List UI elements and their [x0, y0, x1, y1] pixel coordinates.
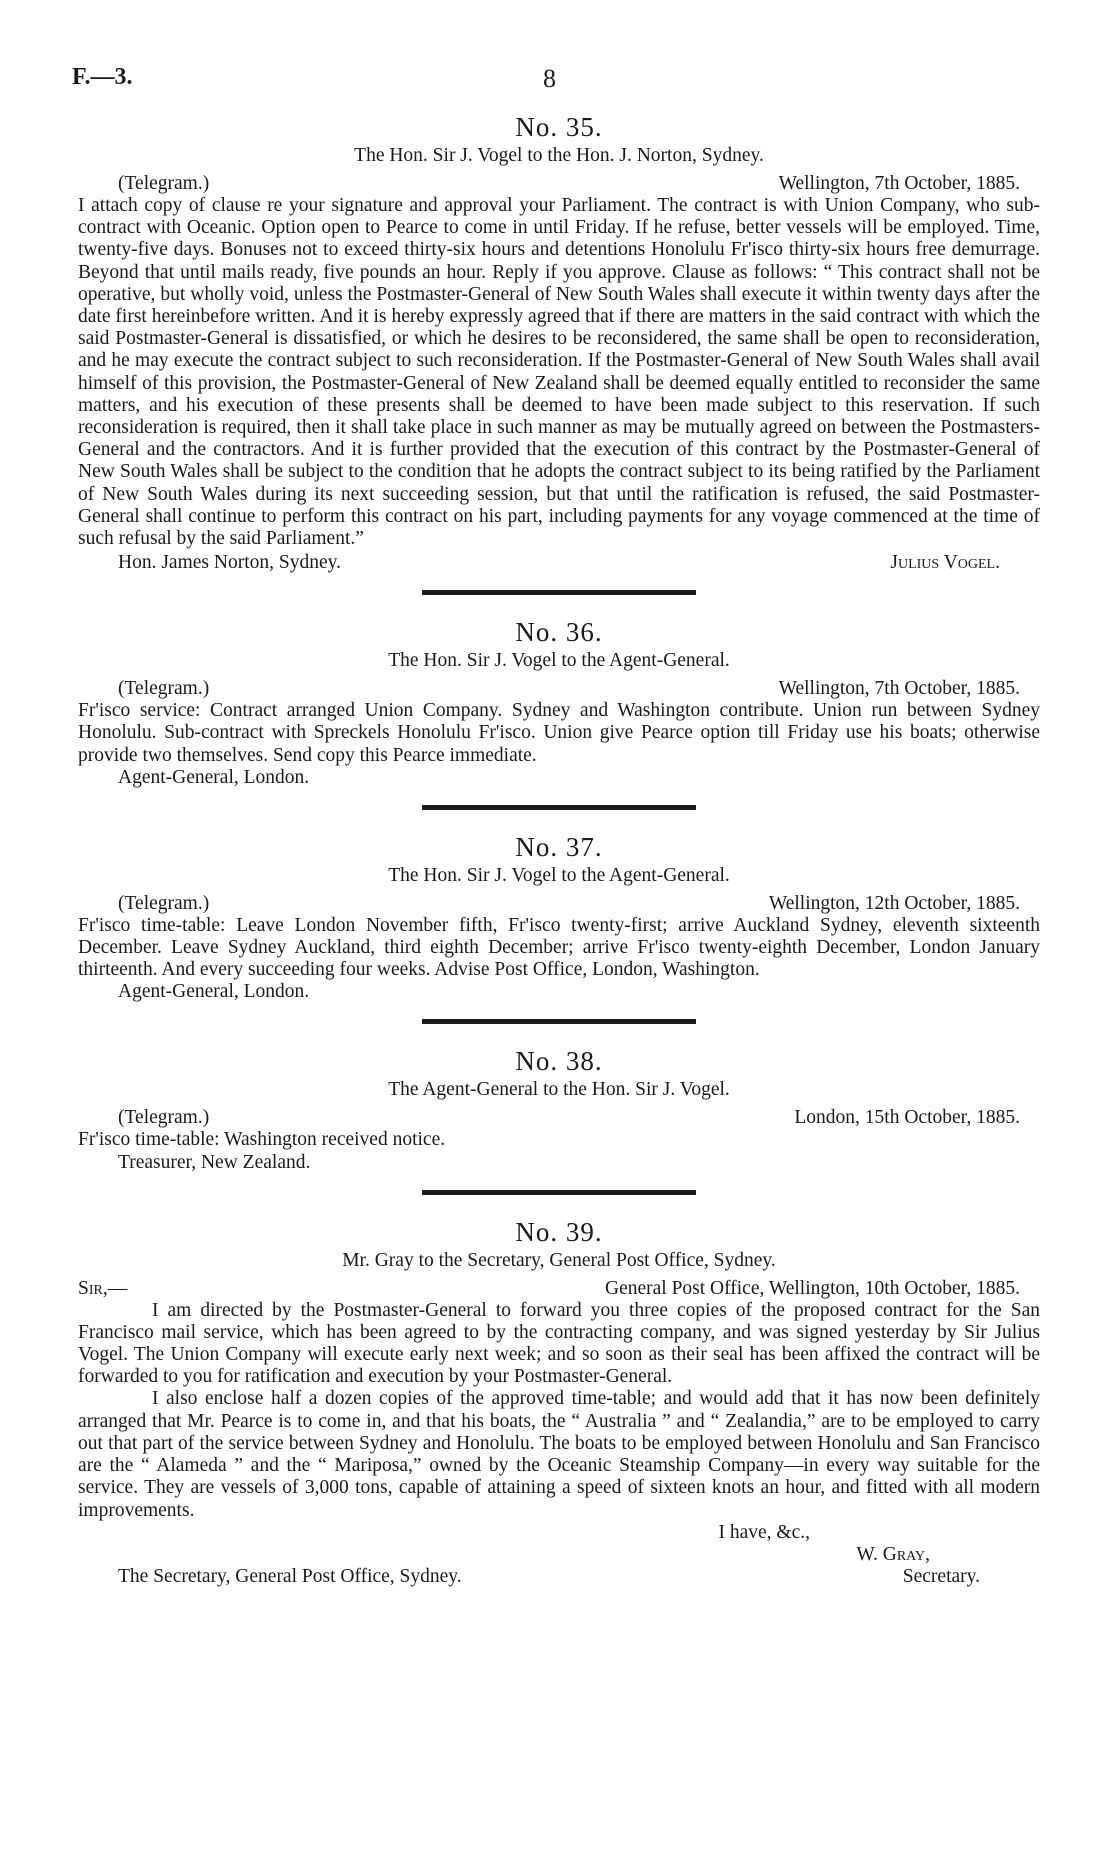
letter-place-date: London, 15th October, 1885.	[794, 1107, 1020, 1129]
page-content	[78, 108, 1040, 1588]
letter-36	[78, 617, 1040, 789]
letter-place-date: Wellington, 12th October, 1885.	[768, 892, 1020, 914]
letter-meta	[78, 173, 1040, 195]
letter-meta	[78, 1107, 1040, 1129]
letter-addressee: Hon. James Norton, Sydney.	[118, 552, 341, 574]
letter-place-date: Wellington, 7th October, 1885.	[778, 173, 1020, 194]
letter-subtitle: Mr. Gray to the Secretary, General Post Office, Sydney.	[342, 1249, 776, 1271]
signer-row	[78, 1544, 1040, 1566]
letter-signature: Julius Vogel.	[890, 552, 1000, 574]
letter-footer	[78, 552, 1040, 574]
letter-meta	[78, 678, 1040, 700]
letter-subtitle: The Hon. Sir J. Vogel to the Agent-General.	[388, 864, 730, 886]
letter-place-date: Wellington, 7th October, 1885.	[778, 678, 1020, 700]
letter-subtitle: The Hon. Sir J. Vogel to the Agent-General.	[388, 650, 730, 672]
letter-kind: (Telegram.)	[118, 678, 210, 700]
letter-kind: (Telegram.)	[118, 892, 210, 914]
letter-39	[78, 1217, 1040, 1588]
letter-kind: (Telegram.)	[118, 1107, 210, 1129]
letter-body: I attach copy of clause re your signature and approval your Parliament. The contract is with Union Company, who sub-contract with Oceanic. Option open to Pearce to come in until Friday. If he refuse, better vessels will be employed. Time, twenty-five days. Bonuses not to exceed thirty-six hours and detentions Honolulu Fr'isco thirty-six hours free demurrage. Beyond that until mails ready, five pounds an hour. Reply if you approve. Clause as follows: “ This contract shall not be operative, but wholly void, unless the Postmaster-General of New South Wales shall execute it within twenty days after the date first hereinbefore written. And it is hereby expressly agreed that if there are matters in the said contract with which the said Postmaster-General is dissatisfied, or which he desires to be reconsidered, the same shall be open to reconsideration, and he may execute the contract subject to such reconsideration. If the Postmaster-General of New South Wales shall avail himself of this provision, the Postmaster-General of New Zealand shall be deemed equally entitled to reconsider the same matters, and his execution of these presents shall be deemed to have been made subject to this reservation. If such reconsideration is required, then it shall take place in such manner as may be mutually agreed on between the Postmasters-General and the contractors. And it is further provided that the execution of this contract by the Postmaster-General of New South Wales shall be subject to the condition that he adopts the contract subject to its being ratified by the Parliament of New South Wales during its next succeeding session, but that until the ratification is refused, the said Postmaster-General shall continue to perform this contract on his part, including payments for any voyage commenced at the time of such refusal by the said Parliament.”	[78, 195, 1040, 550]
letter-number: No. 39.	[515, 1216, 603, 1247]
letter-meta	[78, 893, 1040, 915]
letter-addressee: Agent-General, London.	[118, 981, 310, 1003]
section-divider	[422, 1190, 696, 1195]
letter-number: No. 36.	[515, 617, 603, 648]
letter-closing-row	[78, 1522, 1040, 1544]
letter-addressee: Agent-General, London.	[118, 766, 310, 788]
letter-38	[78, 1046, 1040, 1173]
letter-signer-title: Secretary.	[902, 1565, 980, 1587]
section-divider	[422, 805, 696, 810]
letter-addressee: The Secretary, General Post Office, Sydney.	[118, 1565, 462, 1587]
section-divider	[422, 590, 696, 595]
letter-number: No. 37.	[515, 831, 603, 862]
letter-addressee: Treasurer, New Zealand.	[118, 1151, 311, 1173]
letter-body: Fr'isco service: Contract arranged Union Company. Sydney and Washington contribute. Union run between Sydney Honolulu. Sub-contract with Spreckels Honolulu Fr'isco. Union give Pearce option till Friday use his boats; otherwise provide two themselves. Send copy this Pearce immediate.	[78, 700, 1040, 766]
letter-paragraph-2: I also enclose half a dozen copies of the approved time-table; and would add that it has now been definitely arranged that Mr. Pearce is to come in, and that his boats, the “ Australia ” and “ Zealandia,” are to be employed to carry out that part of the service between Sydney and Honolulu. The boats to be employed between Honolulu and San Francisco are the “ Alameda ” and the “ Mariposa,” owned by the Oceanic Steamship Company—in every way suitable for the service. They are vessels of 3,000 tons, capable of attaining a speed of sixteen knots an hour, and fitted with all modern improvements.	[78, 1388, 1040, 1521]
letter-paragraph-1: I am directed by the Postmaster-General to forward you three copies of the proposed contract for the San Francisco mail service, which has been agreed to by the contracting company, and was signed yesterday by Sir Julius Vogel. The Union Company will execute early next week; and so soon as their seal has been affixed the contract will be forwarded to you for ratification and execution by your Postmaster-General.	[78, 1299, 1040, 1388]
letter-body: Fr'isco time-table: Washington received notice.	[78, 1129, 446, 1151]
letter-37	[78, 832, 1040, 1004]
letter-closing: I have, &c.,	[718, 1521, 810, 1543]
letter-subtitle: The Hon. Sir J. Vogel to the Hon. J. Norton, Sydney.	[354, 145, 764, 166]
letter-meta	[78, 1278, 1040, 1300]
letter-subtitle: The Agent-General to the Hon. Sir J. Vogel.	[388, 1079, 730, 1101]
letter-35	[78, 112, 1040, 574]
letter-signer: W. Gray,	[856, 1543, 930, 1565]
letter-place-date: General Post Office, Wellington, 10th October, 1885.	[604, 1277, 1020, 1299]
section-divider	[422, 1019, 696, 1024]
page-number: 8	[543, 64, 556, 93]
letter-body: Fr'isco time-table: Leave London November fifth, Fr'isco twenty-first; arrive Auckland Sydney, eleventh sixteenth December. Leave Sydney Auckland, third eighth December; arrive Fr'isco twenty-eighth December, London January thirteenth. And every succeeding four weeks. Advise Post Office, London, Washington.	[78, 914, 1040, 981]
letter-number: No. 35.	[515, 112, 603, 142]
letter-footer	[78, 1566, 1040, 1588]
page-reference: F.—3.	[72, 64, 133, 90]
letter-salutation: Sir,—	[78, 1277, 128, 1299]
letter-kind: (Telegram.)	[118, 173, 210, 194]
letter-number: No. 38.	[515, 1046, 603, 1077]
